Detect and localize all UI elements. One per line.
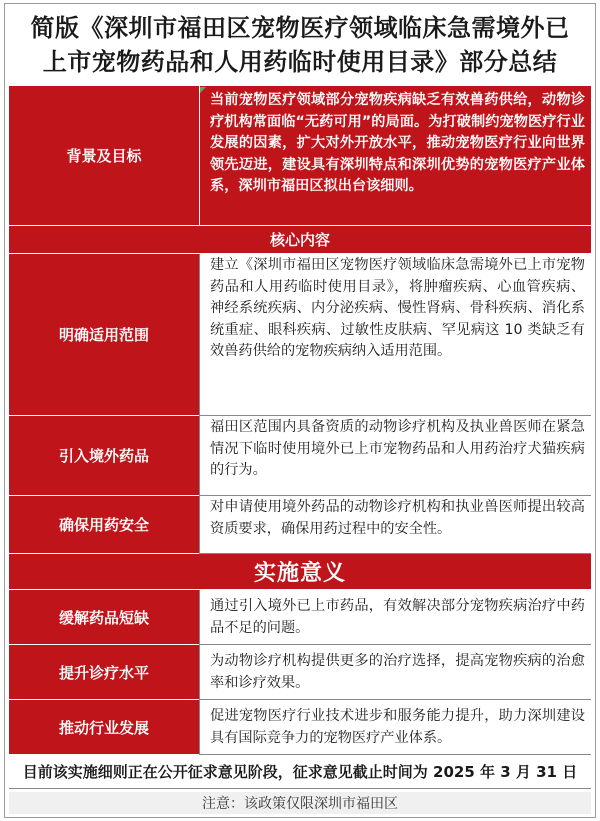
core-label-scope: 明确适用范围 <box>9 254 199 416</box>
significance-row-shortage <box>9 590 591 645</box>
significance-section-header: 实施意义 <box>9 554 591 590</box>
significance-row-level <box>9 645 591 700</box>
core-section-header: 核心内容 <box>9 226 591 254</box>
core-text-safety: 对申请使用境外药品的动物诊疗机构和执业兽医师提出较高资质要求，确保用药过程中的安全性。 <box>199 496 591 554</box>
significance-text-level: 为动物诊疗机构提供更多的治疗选择，提高宠物疾病的治愈率和诊疗效果。 <box>199 645 591 700</box>
title-line-2: 上市宠物药品和人用药临时使用目录》部分总结 <box>42 48 558 76</box>
title-line-1: 简版《深圳市福田区宠物医疗领域临床急需境外已 <box>30 14 570 42</box>
scope-note: 注意：该政策仅限深圳市福田区 <box>9 792 591 814</box>
significance-label-industry: 推动行业发展 <box>9 700 199 755</box>
policy-summary-sheet <box>4 3 596 818</box>
page-title <box>5 4 595 86</box>
core-row-import <box>9 416 591 496</box>
comment-marker-icon <box>200 87 206 93</box>
significance-text-shortage: 通过引入境外已上市药品，有效解决部分宠物疾病治疗中药品不足的问题。 <box>199 590 591 645</box>
significance-label-level: 提升诊疗水平 <box>9 645 199 700</box>
background-text: 当前宠物医疗领域部分宠物疾病缺乏有效兽药供给，动物诊疗机构常面临“无药可用”的局面。为打破制约宠物医疗行业发展的因素，扩大对外开放水平，推动宠物医疗行业向世界领先迈进，建设具有深圳特点和深圳优势的宠物医疗产业体系，深圳市福田区拟出台该细则。 <box>199 86 591 226</box>
significance-text-industry: 促进宠物医疗行业技术进步和服务能力提升，助力深圳建设具有国际竞争力的宠物医疗产业体系。 <box>199 700 591 755</box>
core-row-scope <box>9 254 591 416</box>
core-row-safety <box>9 496 591 554</box>
core-label-safety: 确保用药安全 <box>9 496 199 554</box>
significance-row-industry <box>9 700 591 755</box>
background-label: 背景及目标 <box>9 86 199 226</box>
significance-label-shortage: 缓解药品短缺 <box>9 590 199 645</box>
deadline-notice: 目前该实施细则正在公开征求意见阶段，征求意见截止时间为 2025 年 3 月 31 日 <box>9 755 591 789</box>
core-text-import: 福田区范围内具备资质的动物诊疗机构及执业兽医师在紧急情况下临时使用境外已上市宠物药品和人用药治疗犬猫疾病的行为。 <box>199 416 591 496</box>
core-label-import: 引入境外药品 <box>9 416 199 496</box>
background-row <box>9 86 591 226</box>
core-text-scope: 建立《深圳市福田区宠物医疗领域临床急需境外已上市宠物药品和人用药临时使用目录》，将肿瘤疾病、心血管疾病、神经系统疾病、内分泌疾病、慢性肾病、骨科疾病、消化系统重症、眼科疾病、过敏性皮肤病、罕见病这 10 类缺乏有效兽药供给的宠物疾病纳入适用范围。 <box>199 254 591 416</box>
